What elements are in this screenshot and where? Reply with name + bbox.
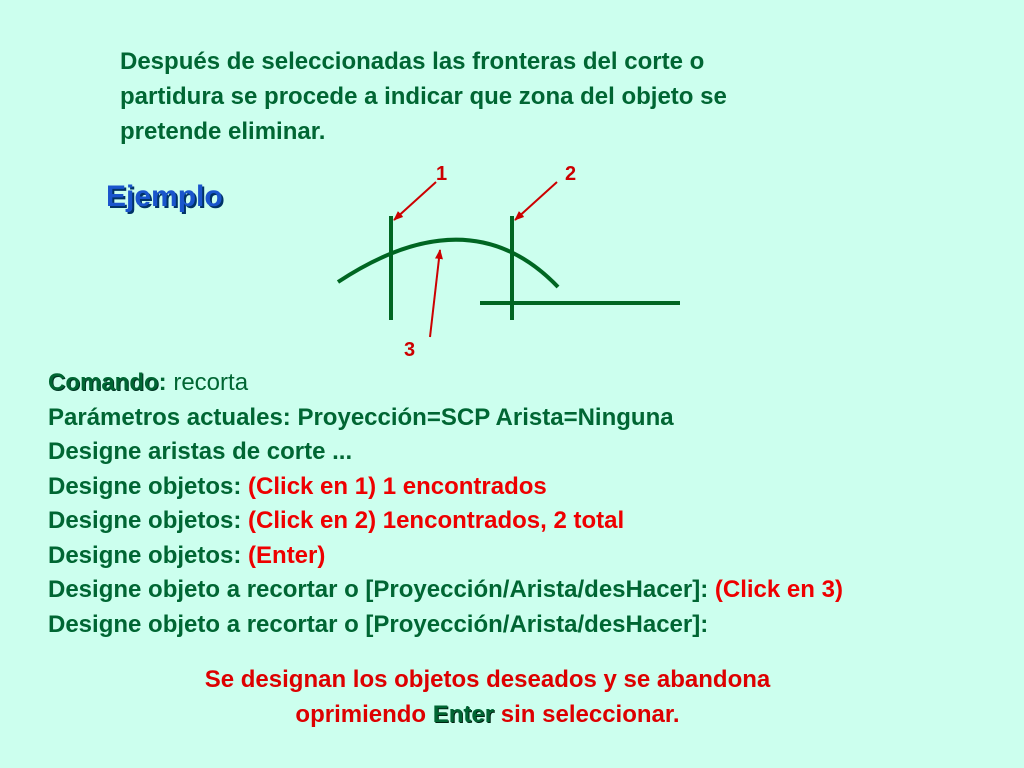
arrow-3 [430, 250, 440, 337]
label-1: 1 [436, 163, 448, 185]
command-action: (Enter) [248, 541, 326, 569]
command-prompt: Designe objetos: [48, 472, 249, 500]
enter-key-word: Enter [432, 701, 495, 728]
command-line-5 [48, 504, 843, 539]
command-keyword: Comando [48, 369, 159, 396]
command-prompt: Designe objeto a recortar o [Proyección/Arista/desHacer]: [48, 576, 715, 603]
footer-note [0, 662, 975, 732]
footer-text-suffix: sin seleccionar. [494, 701, 680, 728]
command-line-3: Designe aristas de corte ... [48, 438, 353, 465]
footer-text-prefix: oprimiendo [295, 701, 433, 728]
footer-line-1: Se designan los objetos deseados y se abandona [204, 666, 771, 693]
command-log [48, 366, 843, 642]
command-line-1 [48, 366, 843, 401]
arc-object [338, 240, 558, 287]
command-action: (Click en 1) 1 encontrados [248, 472, 547, 500]
command-line-4 [48, 470, 843, 505]
command-prompt: Designe objetos: [48, 507, 249, 534]
intro-line-3: pretende eliminar. [120, 118, 326, 145]
arrow-2 [515, 182, 557, 220]
command-line-2: Parámetros actuales: Proyección=SCP Arista=Ninguna [48, 403, 674, 431]
command-line-6 [48, 539, 843, 574]
arrow-1 [394, 182, 436, 220]
command-action: (Click en 2) 1encontrados, 2 total [248, 507, 625, 534]
command-line-7 [48, 573, 843, 608]
intro-line-1: Después de seleccionadas las fronteras del corte o [120, 48, 705, 75]
example-heading: Ejemplo [106, 180, 223, 213]
command-line-8: Designe objeto a recortar o [Proyección/Arista/desHacer]: [48, 610, 709, 638]
footer-line-2 [0, 697, 975, 732]
intro-line-2: partidura se procede a indicar que zona del objeto se [120, 83, 727, 110]
label-2: 2 [565, 163, 577, 185]
command-action: (Click en 3) [714, 576, 843, 603]
label-3: 3 [404, 339, 416, 361]
command-prompt: Designe objetos: [48, 541, 249, 569]
command-colon: : [158, 369, 167, 396]
command-value: recorta [166, 369, 249, 396]
